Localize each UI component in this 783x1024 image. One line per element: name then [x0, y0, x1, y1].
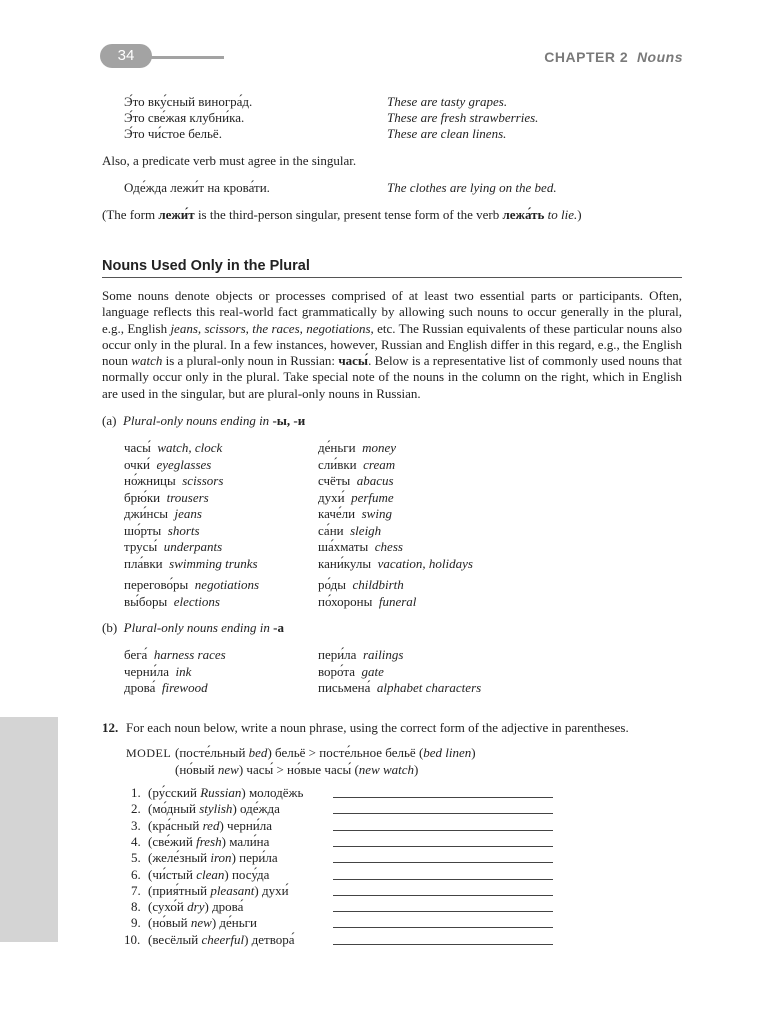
exercise-number: 12. — [102, 720, 119, 735]
example-ru: Э́то вку́сный виногра́д. — [124, 94, 253, 109]
exercise-item — [148, 834, 269, 850]
noun-entry — [318, 490, 394, 506]
noun-en: cream — [363, 456, 396, 472]
item-adjective: (весёлый — [148, 931, 202, 947]
exercise-item — [148, 818, 272, 834]
noun-en: jeans — [174, 506, 202, 521]
list-title: Plural-only nouns ending in — [122, 413, 270, 428]
noun-en: sleigh — [350, 522, 382, 538]
answer-blank[interactable] — [333, 813, 553, 814]
list-label: (b) — [102, 620, 118, 635]
noun-entry — [124, 440, 222, 456]
noun-ru: де́ньги — [318, 440, 356, 455]
noun-entry — [318, 506, 392, 522]
noun-ru: брю́ки — [124, 489, 161, 505]
model-text: (посте́льный — [175, 745, 249, 760]
intro-italic: jeans, scissors, the races, negotiations, — [170, 320, 374, 336]
predicate-example-ru: Оде́жда лежи́т на крова́ти. — [124, 180, 270, 195]
noun-entry — [318, 457, 395, 473]
item-noun: ) посу́да — [224, 866, 270, 882]
item-noun: ) молодёжь — [241, 785, 304, 800]
form-note-italic: to lie. — [544, 207, 578, 222]
list-a-heading — [102, 413, 305, 429]
chapter-label: CHAPTER 2 — [544, 49, 629, 65]
header-rule — [150, 56, 224, 59]
noun-entry — [318, 664, 384, 680]
item-adjective: (ру́сский — [148, 785, 201, 800]
noun-ru: кани́кулы — [318, 555, 372, 571]
noun-en: vacation, holidays — [377, 555, 473, 571]
item-noun: ) духи́ — [254, 882, 289, 898]
model-line — [175, 745, 476, 761]
noun-en: swing — [361, 506, 392, 521]
item-gloss: red — [202, 817, 220, 833]
noun-ru: счёты — [318, 473, 351, 488]
model-text: ) — [414, 762, 419, 777]
noun-ru: черни́ла — [124, 663, 169, 679]
form-note-bold: лежи́т — [158, 207, 195, 222]
noun-entry — [124, 647, 226, 663]
example-ru: Э́то чи́стое бельё. — [124, 126, 222, 141]
noun-entry — [124, 523, 200, 539]
model-text: (но́вый — [175, 762, 218, 777]
model-text: ) бельё > посте́льное бельё ( — [267, 745, 424, 760]
list-label: (a) — [102, 413, 117, 428]
noun-ru: но́жницы — [124, 473, 176, 488]
noun-en: money — [362, 440, 396, 455]
exercise-item — [148, 883, 289, 899]
item-adjective: (кра́сный — [148, 817, 203, 833]
noun-ru: каче́ли — [318, 506, 356, 521]
noun-en: eyeglasses — [156, 456, 212, 472]
noun-en: railings — [362, 647, 404, 662]
item-noun: ) пери́ла — [231, 850, 278, 866]
noun-en: underpants — [163, 539, 223, 554]
item-adjective: (сухо́й — [148, 899, 188, 915]
exercise-item-number: 8. — [131, 899, 141, 915]
noun-en: swimming trunks — [169, 555, 258, 571]
noun-entry — [318, 539, 403, 555]
noun-ru: письмена́ — [318, 680, 371, 695]
noun-entry — [318, 647, 403, 663]
noun-en: watch, clock — [157, 440, 223, 455]
exercise-item — [148, 801, 280, 817]
noun-entry — [318, 594, 416, 610]
noun-entry — [124, 556, 258, 572]
exercise-item — [148, 785, 303, 801]
noun-entry — [318, 577, 404, 593]
noun-ru: ша́хматы — [318, 539, 369, 554]
noun-entry — [318, 556, 473, 572]
answer-blank[interactable] — [333, 927, 553, 928]
form-note-text: ) — [577, 207, 582, 222]
noun-en: firewood — [161, 680, 208, 695]
predicate-note: Also, a predicate verb must agree in the singular. — [102, 153, 357, 168]
noun-entry — [124, 577, 259, 593]
item-noun: ) мали́на — [221, 833, 270, 849]
noun-en: perfume — [351, 489, 394, 505]
noun-en: chess — [374, 539, 403, 554]
exercise-item-number: 1. — [131, 785, 141, 800]
item-adjective: (желе́зный — [148, 850, 211, 866]
noun-entry — [124, 664, 191, 680]
answer-blank[interactable] — [333, 879, 553, 880]
noun-ru: перегово́ры — [124, 577, 189, 592]
item-gloss: iron — [210, 850, 232, 866]
noun-ru: трусы́ — [124, 539, 158, 554]
noun-en: elections — [173, 593, 220, 609]
noun-ru: бега́ — [124, 647, 148, 662]
form-note-text: is the third-person singular, present tense form of the verb — [194, 207, 503, 222]
noun-ru: духи́ — [318, 489, 345, 505]
intro-paragraph — [102, 288, 682, 402]
intro-text: Some nouns denote objects or processes comprised of at least two essential parts or participants. Often, language reflects this real-world fact grammatically by allowing such nouns to occur generally in the plural, e.g., English — [102, 288, 682, 336]
noun-en: scissors — [182, 473, 224, 488]
form-note-bold: лежа́ть — [502, 207, 545, 222]
item-gloss: stylish — [199, 801, 233, 817]
noun-en: childbirth — [352, 577, 404, 592]
model-italic: new watch — [358, 762, 415, 777]
noun-entry — [124, 457, 211, 473]
item-gloss: fresh — [196, 833, 222, 849]
example-en: These are fresh strawberries. — [387, 110, 539, 125]
answer-blank[interactable] — [333, 944, 553, 945]
intro-text: etc. The Russian equivalents of these particular nouns also occur only in the plural. In a few instances, however, Russian and English differ in this regard, e.g., the English noun — [102, 320, 682, 369]
noun-en: gate — [361, 663, 384, 679]
noun-ru: ро́ды — [318, 577, 346, 592]
example-en: These are tasty grapes. — [387, 94, 508, 109]
noun-ru: воро́та — [318, 663, 355, 679]
example-ru: Э́то све́жая клубни́ка. — [124, 110, 245, 125]
noun-en: ink — [175, 663, 192, 679]
section-rule — [102, 277, 682, 278]
exercise-item — [148, 915, 257, 931]
noun-ru: по́хороны — [318, 593, 373, 609]
item-noun: ) оде́жда — [232, 801, 280, 817]
list-b-heading — [102, 620, 284, 636]
item-gloss: pleasant — [210, 882, 255, 898]
exercise-item-number: 4. — [131, 833, 141, 849]
answer-blank[interactable] — [333, 862, 553, 863]
noun-en: trousers — [166, 489, 209, 505]
item-adjective: (чи́стый — [148, 866, 197, 882]
model-italic: bed linen — [423, 745, 472, 760]
model-label: MODEL — [126, 746, 172, 760]
intro-bold: часы́ — [338, 353, 369, 369]
form-note — [102, 207, 582, 223]
noun-ru: пла́вки — [124, 555, 163, 571]
model-italic: new — [217, 762, 239, 777]
noun-ru: очки́ — [124, 456, 150, 472]
answer-blank[interactable] — [333, 895, 553, 896]
noun-ru: джи́нсы — [124, 506, 169, 521]
item-noun: ) дрова́ — [204, 899, 244, 915]
exercise-item-number: 5. — [131, 850, 141, 866]
exercise-item — [148, 867, 269, 883]
noun-entry — [124, 680, 208, 696]
running-head — [544, 49, 683, 65]
noun-ru: пери́ла — [318, 647, 357, 662]
list-endings: -ы, -и — [272, 413, 306, 428]
item-adjective: (мо́дный — [148, 801, 200, 817]
noun-ru: шо́рты — [124, 522, 162, 538]
noun-ru: сли́вки — [318, 456, 357, 472]
noun-ru: дрова́ — [124, 680, 156, 695]
exercise-item-number: 6. — [131, 866, 141, 882]
noun-en: negotiations — [194, 577, 260, 592]
chapter-topic: Nouns — [636, 49, 683, 65]
exercise-item-number: 3. — [131, 817, 141, 833]
item-gloss: cheerful — [201, 931, 245, 947]
noun-en: harness races — [153, 647, 226, 662]
noun-entry — [124, 539, 222, 555]
example-en: These are clean linens. — [387, 126, 507, 141]
noun-entry — [318, 680, 481, 696]
exercise-item — [148, 899, 243, 915]
page-number: 34 — [100, 44, 152, 68]
model-text: ) часы́ > но́вые часы́ ( — [238, 762, 359, 777]
intro-text: is a plural-only noun in Russian: — [162, 353, 339, 369]
intro-text: . Below is a representative list of commonly used nouns that normally occur only in the plural. Take special note of the nouns in the column on the right, which in English are used in the singular, but are plural-only nouns in Russian. — [102, 353, 683, 401]
item-adjective: (све́жий — [148, 833, 197, 849]
noun-entry — [318, 473, 394, 489]
list-title: Plural-only nouns ending in — [123, 620, 270, 635]
exercise-item-number: 2. — [131, 801, 141, 817]
section-title: Nouns Used Only in the Plural — [102, 258, 310, 274]
exercise-instruction: For each noun below, write a noun phrase, using the correct form of the adjective in parentheses. — [126, 720, 629, 735]
item-noun: ) черни́ла — [219, 817, 273, 833]
item-noun: ) детвора́ — [244, 931, 295, 947]
answer-blank[interactable] — [333, 797, 553, 798]
answer-blank[interactable] — [333, 830, 553, 831]
exercise-item — [148, 932, 295, 948]
list-endings: -а — [273, 620, 285, 635]
noun-en: funeral — [378, 593, 417, 609]
noun-ru: вы́боры — [124, 593, 168, 609]
form-note-text: (The form — [102, 207, 159, 222]
noun-en: abacus — [356, 473, 394, 488]
item-noun: ) де́ньги — [211, 915, 257, 931]
noun-entry — [124, 473, 223, 489]
item-adjective: (прия́тный — [148, 882, 211, 898]
noun-ru: са́ни — [318, 522, 344, 538]
noun-entry — [318, 523, 381, 539]
exercise-item — [148, 850, 278, 866]
answer-blank[interactable] — [333, 911, 553, 912]
noun-en: shorts — [167, 522, 200, 538]
model-text: ) — [471, 745, 476, 760]
noun-entry — [318, 440, 396, 456]
exercise-item-number: 10. — [124, 931, 141, 947]
intro-italic: watch — [131, 353, 163, 369]
item-gloss: new — [190, 915, 212, 931]
item-gloss: clean — [196, 866, 225, 882]
noun-ru: часы́ — [124, 440, 151, 455]
exercise-item-number: 9. — [131, 915, 141, 931]
exercise-item-number: 7. — [131, 882, 141, 898]
noun-entry — [124, 506, 202, 522]
noun-entry — [124, 490, 209, 506]
model-italic: bed — [248, 745, 268, 760]
noun-entry — [124, 594, 220, 610]
item-gloss: dry — [187, 899, 205, 915]
item-adjective: (но́вый — [148, 915, 191, 931]
predicate-example-en: The clothes are lying on the bed. — [387, 180, 557, 195]
answer-blank[interactable] — [333, 846, 553, 847]
thumb-tab — [0, 717, 58, 942]
item-gloss: Russian — [200, 785, 242, 800]
model-line — [175, 762, 418, 778]
noun-en: alphabet characters — [376, 680, 482, 695]
